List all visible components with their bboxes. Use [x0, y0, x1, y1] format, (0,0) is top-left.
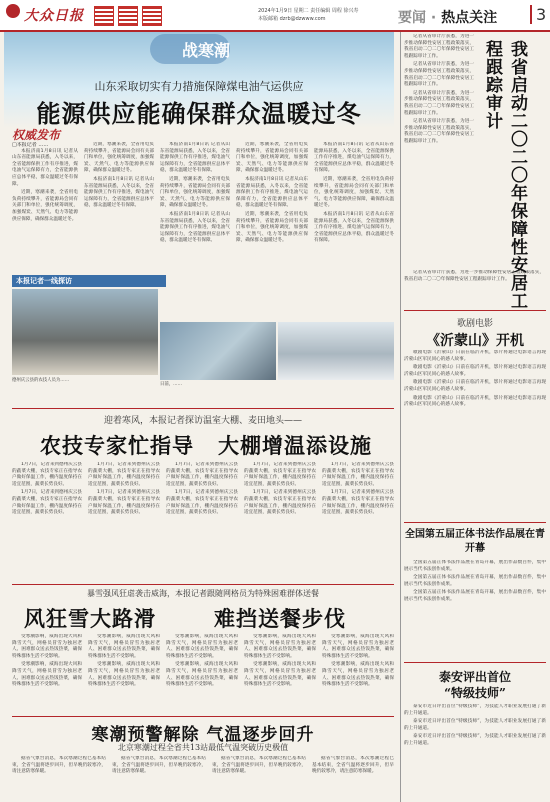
page-number: 3	[530, 5, 546, 24]
section-headline: 大棚增温添设施	[218, 433, 372, 458]
article-headline: “特级技师”	[444, 686, 506, 700]
article-column: 1月7日，记者来到德州庆云县的蔬菜大棚，农技专家正在指导农户做好保温工作，棚内温度保持在适宜范围，蔬菜长势良好。 1月7日，记者来到德州庆云县的蔬菜大棚，农技专家正在指导农户做好保温工作，棚内温度保持在适宜范围，蔬菜长势良好。	[12, 462, 82, 516]
divider	[404, 662, 546, 663]
section-headline: 寒潮预警解除 气温逐步回升	[91, 725, 315, 745]
article-column: 记者从省审计厅获悉，为进一步推动保障性安居工程政策落实，我省启动二〇二〇年保障性安居工程跟踪审计工作。 记者从省审计厅获悉，为进一步推动保障性安居工程政策落实，我省启动二〇二〇年保障性安居工程跟踪审计工作。 记者从省审计厅获悉，为进一步推动保障性安居工程政策落实，我省启动二〇二〇年保障性安居工程跟踪审计工作。 记者从省审计厅获悉，为进一步推动保障性安居工程政策落实，我省启动二〇二〇年保障性安居工程跟踪审计工作。	[404, 34, 474, 144]
qr-code-icon	[142, 6, 162, 26]
article-kicker: 歌剧电影	[456, 319, 493, 329]
section-subheadline: 北京寒潮过程全省共13站最低气温突破历史极值	[117, 743, 289, 752]
article-column: 泰安市近日评出首位“特级技师”，为技能人才职业发展打通了新的上升通道。 泰安市近日评出首位“特级技师”，为技能人才职业发展打通了新的上升通道。 泰安市近日评出首位“特级技师”，为技能人才职业发展打通了新的上升通道。	[404, 704, 546, 746]
newspaper-logo-icon	[6, 4, 20, 18]
article-column: 近期，寒潮来袭，全省用电负荷持续攀升，省能源局会同有关部门和单位，强化统筹调度，加强煤炭、天然气、电力等能源供应保障，确保群众温暖过冬。 本报济南1月8日讯 记者从山东省能源局获悉，入冬以来，全省能源保供工作有序推进，煤电油气运保障有力，全省能源供应总体平稳，群众温暖过冬有保障。 近期，寒潮来袭，全省用电负荷持续攀升，省能源局会同有关部门和单位，强化统筹调度，加强煤炭、天然气、电力等能源供应保障，确保群众温暖过冬。	[236, 142, 308, 244]
article-column: 受寒潮影响，威海出现大风和降雪天气，网格员冒雪为独居老人、困难群众送去热饭热菜，确保特殊群体生活不受影响。 受寒潮影响，威海出现大风和降雪天气，网格员冒雪为独居老人、困难群众送去热饭热菜，确保特殊群体生活不受影响。	[88, 634, 160, 688]
section-kicker: 暴雪强风狂虐袭击威海，本报记者跟随网格员为特殊困难群体送餐	[87, 589, 319, 598]
article-column: 全国第五届正体书法作品展在青岛开幕，展出作品数百件，集中展示当代书法创作成果。 全国第五届正体书法作品展在青岛开幕，展出作品数百件，集中展示当代书法创作成果。 全国第五届正体书法作品展在青岛开幕，展出作品数百件，集中展示当代书法创作成果。	[404, 560, 546, 602]
article-column: 1月7日，记者来到德州庆云县的蔬菜大棚，农技专家正在指导农户做好保温工作，棚内温度保持在适宜范围，蔬菜长势良好。 1月7日，记者来到德州庆云县的蔬菜大棚，农技专家正在指导农户做好保温工作，棚内温度保持在适宜范围，蔬菜长势良好。	[88, 462, 160, 516]
article-column: □本报记者 …… 本报济南1月8日讯 记者从山东省能源局获悉，入冬以来，全省能源保供工作有序推进，煤电油气运保障有力，全省能源供应总体平稳，群众温暖过冬有保障。 近期，寒潮来袭，全省用电负荷持续攀升，省能源局会同有关部门和单位，强化统筹调度，加强煤炭、天然气、电力等能源供应保障，确保群众温暖过冬。	[12, 142, 78, 222]
article-column: 据省气象台消息，本次寒潮过程已基本结束，全省气温将逐步回升，但早晚仍较寒冷，请注意防寒保暖。	[212, 756, 306, 775]
article-column: 本报济南1月8日讯 记者从山东省能源局获悉，入冬以来，全省能源保供工作有序推进，煤电油气运保障有力，全省能源供应总体平稳，群众温暖过冬有保障。 近期，寒潮来袭，全省用电负荷持续攀升，省能源局会同有关部门和单位，强化统筹调度，加强煤炭、天然气、电力等能源供应保障，确保群众温暖过冬。 本报济南1月8日讯 记者从山东省能源局获悉，入冬以来，全省能源保供工作有序推进，煤电油气运保障有力，全省能源供应总体平稳，群众温暖过冬有保障。	[314, 142, 394, 244]
article-column: 本报济南1月8日讯 记者从山东省能源局获悉，入冬以来，全省能源保供工作有序推进，煤电油气运保障有力，全省能源供应总体平稳，群众温暖过冬有保障。 近期，寒潮来袭，全省用电负荷持续攀升，省能源局会同有关部门和单位，强化统筹调度，加强煤炭、天然气、电力等能源供应保障，确保群众温暖过冬。 本报济南1月8日讯 记者从山东省能源局获悉，入冬以来，全省能源保供工作有序推进，煤电油气运保障有力，全省能源供应总体平稳，群众温暖过冬有保障。	[160, 142, 230, 244]
email-line: 本版邮箱 dzrb@dzwww.com	[258, 16, 326, 22]
photo-snowfield	[278, 322, 394, 380]
photo-caption: 德州庆云县的农技人员为……	[12, 378, 70, 383]
authority-tag: 权威发布	[12, 128, 61, 142]
article-column: 受寒潮影响，威海出现大风和降雪天气，网格员冒雪为独居老人、困难群众送去热饭热菜，确保特殊群体生活不受影响。 受寒潮影响，威海出现大风和降雪天气，网格员冒雪为独居老人、困难群众送去热饭热菜，确保特殊群体生活不受影响。	[322, 634, 394, 688]
article-headline: 全国第五届正体书法作品展在青开幕	[405, 529, 545, 554]
article-column: 受寒潮影响，威海出现大风和降雪天气，网格员冒雪为独居老人、困难群众送去热饭热菜，确保特殊群体生活不受影响。 受寒潮影响，威海出现大风和降雪天气，网格员冒雪为独居老人、困难群众送去热饭热菜，确保特殊群体生活不受影响。	[166, 634, 238, 688]
article-column: 1月7日，记者来到德州庆云县的蔬菜大棚，农技专家正在指导农户做好保温工作，棚内温度保持在适宜范围，蔬菜长势良好。 1月7日，记者来到德州庆云县的蔬菜大棚，农技专家正在指导农户做好保温工作，棚内温度保持在适宜范围，蔬菜长势良好。	[322, 462, 394, 516]
section-headline: 农技专家忙指导	[40, 433, 194, 458]
article-headline: 《沂蒙山》开机	[426, 333, 524, 349]
article-column: 1月7日，记者来到德州庆云县的蔬菜大棚，农技专家正在指导农户做好保温工作，棚内温度保持在适宜范围，蔬菜长势良好。 1月7日，记者来到德州庆云县的蔬菜大棚，农技专家正在指导农户做好保温工作，棚内温度保持在适宜范围，蔬菜长势良好。	[244, 462, 316, 516]
divider	[12, 584, 394, 585]
section-headline: 难挡送餐步伐	[214, 606, 346, 631]
photo-section-label: 本报记者一线探访	[12, 275, 166, 287]
section-headline: 风狂雪大路滑	[24, 606, 156, 631]
article-headline: 泰安评出首位	[438, 670, 511, 684]
photo-caption: 日前，……	[160, 382, 182, 387]
masthead-title: 大众日报	[24, 8, 84, 24]
divider	[12, 408, 394, 409]
section-kicker: 迎着寒风，本报记者探访温室大棚、麦田地头——	[103, 416, 302, 426]
article-column: 据省气象台消息，本次寒潮过程已基本结束，全省气温将逐步回升，但早晚仍较寒冷，请注意防寒保暖。	[312, 756, 394, 775]
hero-subheadline: 山东采取切实有力措施保障煤电油气运供应	[94, 80, 304, 93]
article-column: 据省气象台消息，本次寒潮过程已基本结束，全省气温将逐步回升，但早晚仍较寒冷，请注意防寒保暖。	[12, 756, 106, 775]
qr-code-icon	[118, 6, 138, 26]
qr-code-icon	[94, 6, 114, 26]
date-line: 2024年1月9日 星期二 责任编辑 周程 徐兴寿	[258, 8, 359, 14]
hero-headline: 能源供应能确保群众温暖过冬	[36, 99, 362, 128]
article-column: 歌剧电影《沂蒙山》日前在临沂开机，影片将通过电影语言再现沂蒙山区军民同心的感人故事。 歌剧电影《沂蒙山》日前在临沂开机，影片将通过电影语言再现沂蒙山区军民同心的感人故事。 歌剧电影《沂蒙山》日前在临沂开机，影片将通过电影语言再现沂蒙山区军民同心的感人故事。 歌剧电影《沂蒙山》日前在临沂开机，影片将通过电影语言再现沂蒙山区军民同心的感人故事。	[404, 350, 546, 408]
divider	[404, 310, 546, 311]
hero-badge: 战寒潮	[182, 41, 231, 60]
article-column: 近期，寒潮来袭，全省用电负荷持续攀升，省能源局会同有关部门和单位，强化统筹调度，加强煤炭、天然气、电力等能源供应保障，确保群众温暖过冬。 本报济南1月8日讯 记者从山东省能源局获悉，入冬以来，全省能源保供工作有序推进，煤电油气运保障有力，全省能源供应总体平稳，群众温暖过冬有保障。	[84, 142, 154, 209]
article-column: 记者从省审计厅获悉，为进一步推动保障性安居工程政策落实，我省启动二〇二〇年保障性安居工程跟踪审计工作。	[404, 270, 544, 282]
photo-greenhouse	[160, 322, 276, 380]
article-column: 受寒潮影响，威海出现大风和降雪天气，网格员冒雪为独居老人、困难群众送去热饭热菜，确保特殊群体生活不受影响。 受寒潮影响，威海出现大风和降雪天气，网格员冒雪为独居老人、困难群众送去热饭热菜，确保特殊群体生活不受影响。	[244, 634, 316, 688]
vertical-headline: 我省启动二〇二〇年保障性安居工程跟踪审计	[482, 40, 527, 310]
photo-agriculture-workers	[12, 289, 158, 375]
article-column: 受寒潮影响，威海出现大风和降雪天气，网格员冒雪为独居老人、困难群众送去热饭热菜，确保特殊群体生活不受影响。 受寒潮影响，威海出现大风和降雪天气，网格员冒雪为独居老人、困难群众送去热饭热菜，确保特殊群体生活不受影响。	[12, 634, 82, 688]
article-column: 据省气象台消息，本次寒潮过程已基本结束，全省气温将逐步回升，但早晚仍较寒冷，请注意防寒保暖。	[112, 756, 206, 775]
divider	[404, 522, 546, 523]
column-separator	[400, 32, 401, 802]
section-label: 要闻 · 热点关注	[398, 10, 498, 26]
article-column: 1月7日，记者来到德州庆云县的蔬菜大棚，农技专家正在指导农户做好保温工作，棚内温度保持在适宜范围，蔬菜长势良好。 1月7日，记者来到德州庆云县的蔬菜大棚，农技专家正在指导农户做好保温工作，棚内温度保持在适宜范围，蔬菜长势良好。	[166, 462, 238, 516]
divider	[12, 716, 394, 717]
